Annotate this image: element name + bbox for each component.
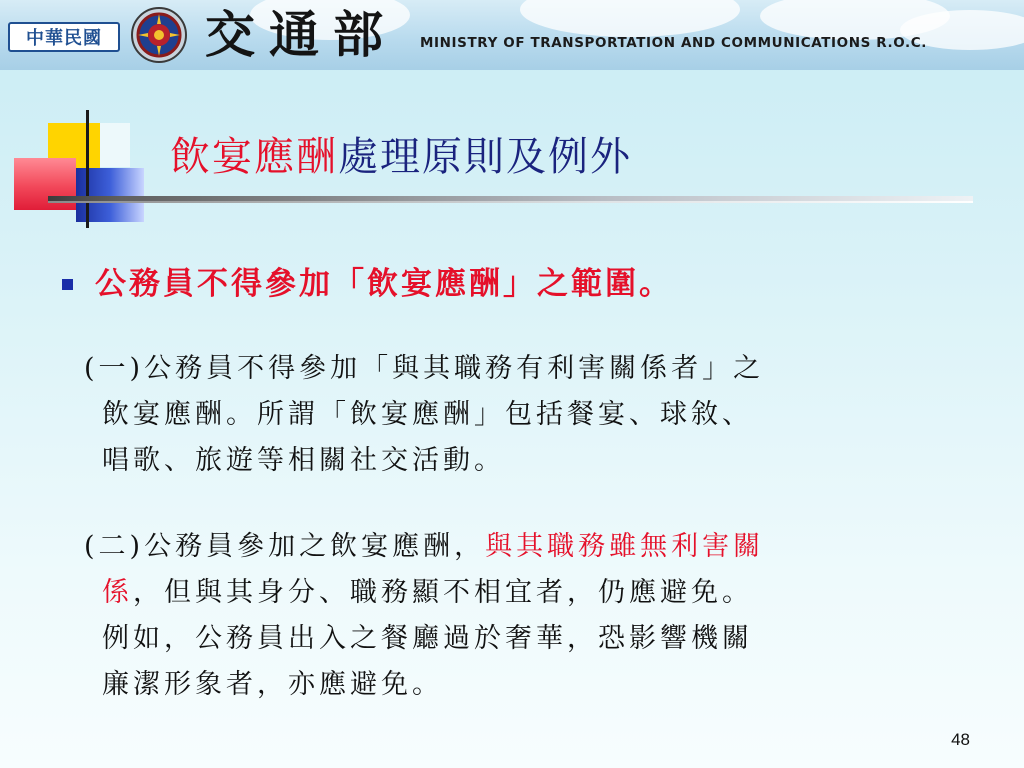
para1-line1: (一)公務員不得參加「與其職務有利害關係者」之 (84, 353, 765, 384)
deco-white-square (100, 123, 130, 167)
ministry-name-english: MINISTRY OF TRANSPORTATION AND COMMUNICATIONS R.O.C. (420, 35, 927, 51)
deco-vertical-line (86, 110, 89, 228)
para1-line3: 唱歌、旅遊等相關社交活動。 (102, 445, 505, 476)
para2-line3: 例如，公務員出入之餐廳過於奢華，恐影響機關 (102, 623, 753, 654)
para2-line4: 廉潔形象者，亦應避免。 (102, 669, 443, 700)
para2-line1-text: (二)公務員參加之飲宴應酬， (84, 531, 486, 562)
header-banner (0, 0, 1024, 70)
para1-line2: 飲宴應酬。所謂「飲宴應酬」包括餐宴、球敘、 (102, 399, 753, 430)
para2-line1-red: 與其職務雖無利害關 (485, 531, 765, 562)
bullet-text: 公務員不得參加「飲宴應酬」之範圍。 (95, 266, 673, 302)
ministry-name-chinese: 交通部 (205, 5, 397, 64)
title-underline-shadow (48, 201, 973, 203)
para2-line1 (84, 524, 964, 570)
bullet-square-icon (62, 279, 73, 290)
roc-label-box (8, 22, 120, 52)
page-number: 48 (951, 730, 970, 749)
bullet-item (62, 262, 673, 306)
ministry-emblem-icon (130, 6, 188, 64)
para2-line2-text: ，但與其身分、職務顯不相宜者，仍應避免。 (133, 577, 753, 608)
paragraph-2 (84, 524, 964, 708)
title-highlight: 飲宴應酬 (170, 134, 338, 180)
title-rest: 處理原則及例外 (338, 134, 632, 180)
paragraph-1 (84, 346, 964, 484)
para2-line2 (84, 570, 964, 616)
slide-title (170, 131, 632, 183)
para2-line2-red: 係 (102, 577, 133, 608)
country-label: 中華民國 (26, 28, 102, 49)
